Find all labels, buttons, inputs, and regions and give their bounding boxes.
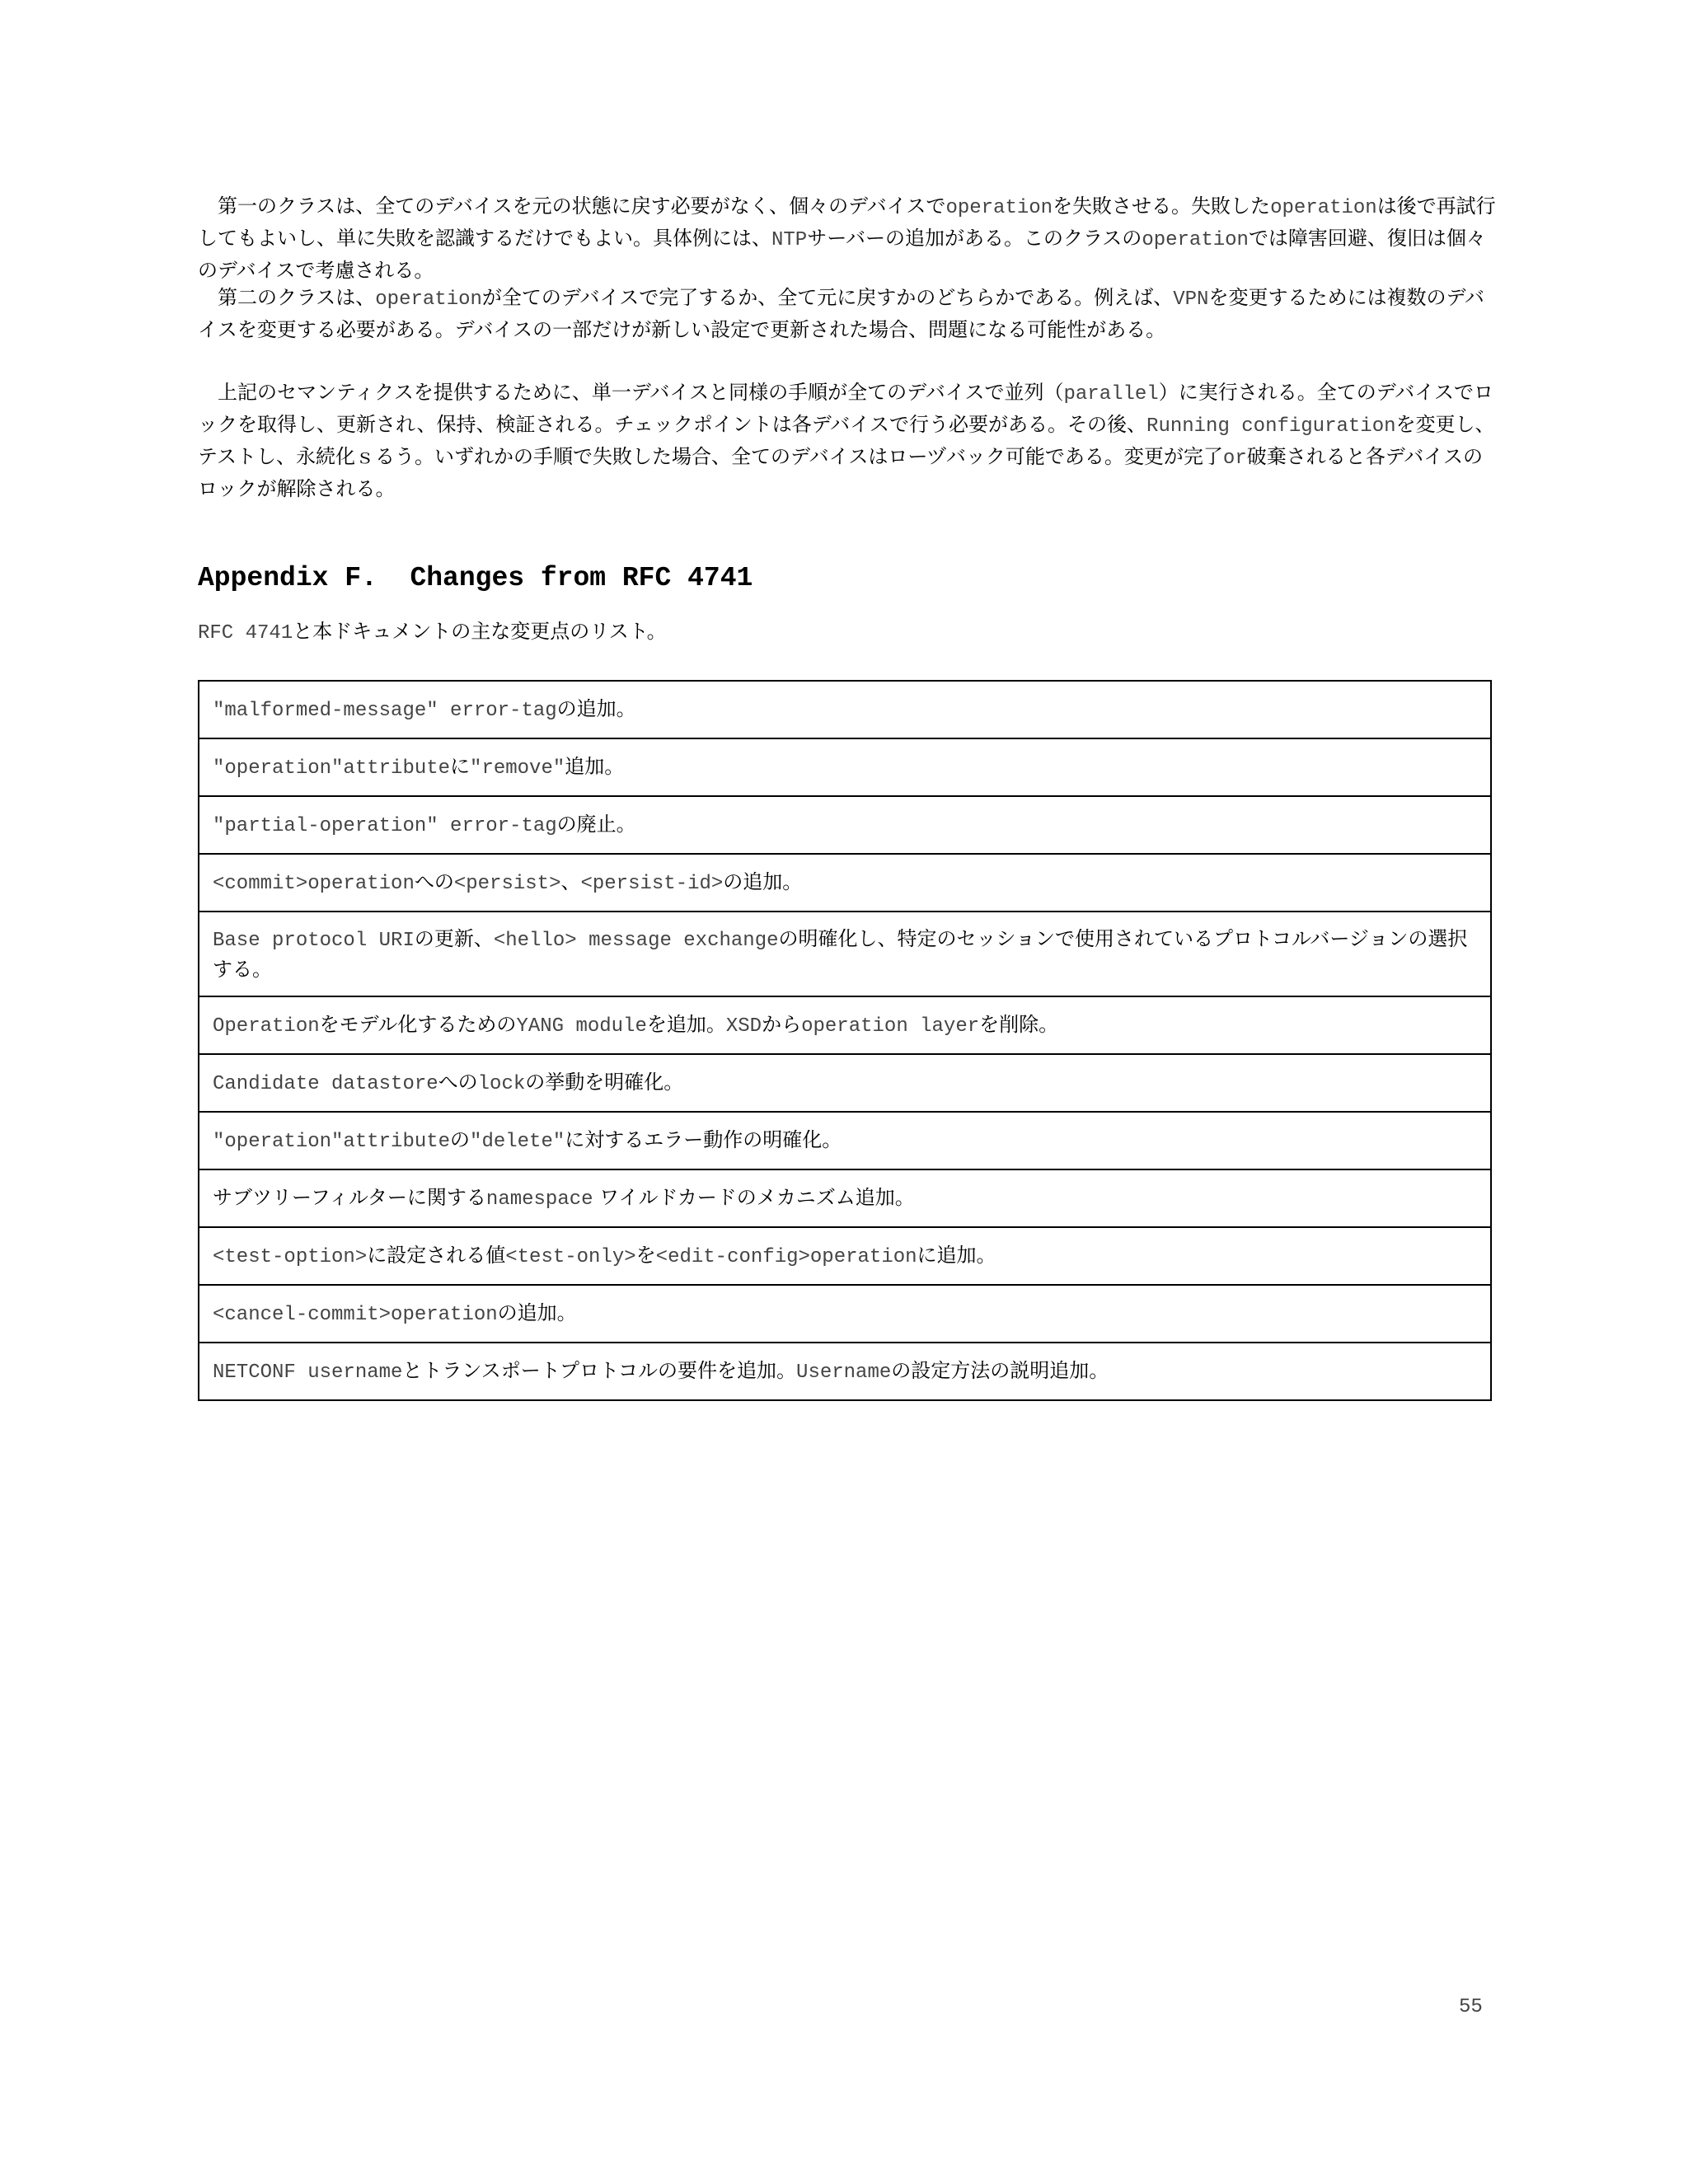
table-row xyxy=(199,738,1491,796)
table-row xyxy=(199,854,1491,912)
table-row xyxy=(199,996,1491,1054)
change-item: "operation"attributeに"remove"追加。 xyxy=(199,738,1491,796)
table-row xyxy=(199,1169,1491,1227)
change-item: Base protocol URIの更新、<hello> message exchangeの明確化し、特定のセッションで使用されているプロトコルバージョンの選択する。 xyxy=(199,912,1491,996)
change-item: "operation"attributeの"delete"に対するエラー動作の明確化。 xyxy=(199,1112,1491,1169)
table-row xyxy=(199,681,1491,738)
changes-table xyxy=(198,680,1492,1401)
change-item: "malformed-message" error-tagの追加。 xyxy=(199,681,1491,738)
page-number: 55 xyxy=(1459,1996,1483,2018)
appendix-heading: Appendix F. Changes from RFC 4741 xyxy=(198,563,753,593)
paragraph-first-class: 第一のクラスは、全てのデバイスを元の状態に戻す必要がなく、個々のデバイスでoperationを失敗させる。失敗したoperationは後で再試行してもよいし、単に失敗を認識するだけでもよい。具体例には、NTPサーバーの追加がある。このクラスのoperationでは障害回避、復旧は個々のデバイスで考慮される。 xyxy=(198,194,1496,282)
change-item: <test-option>に設定される値<test-only>を<edit-config>operationに追加。 xyxy=(199,1227,1491,1285)
change-item: Candidate datastoreへのlockの挙動を明確化。 xyxy=(199,1054,1491,1112)
paragraph-second-class: 第二のクラスは、operationが全てのデバイスで完了するか、全て元に戻すかのどちらかである。例えば、VPNを変更するためには複数のデバイスを変更する必要がある。デバイスの一部だけが新しい設定で更新された場合、問題になる可能性がある。 xyxy=(198,286,1485,341)
table-row xyxy=(199,796,1491,854)
change-item: サブツリーフィルターに関するnamespace ワイルドカードのメカニズム追加。 xyxy=(199,1169,1491,1227)
change-item: Operationをモデル化するためのYANG moduleを追加。XSDからoperation layerを削除。 xyxy=(199,996,1491,1054)
table-row xyxy=(199,1285,1491,1343)
table-row xyxy=(199,1054,1491,1112)
paragraph-semantics: 上記のセマンティクスを提供するために、単一デバイスと同様の手順が全てのデバイスで並列（parallel）に実行される。全てのデバイスでロックを取得し、更新され、保持、検証される。チェックポイントは各デバイスで行う必要がある。その後、Running configurationを変更し、テストし、永続化ｓるう。いずれかの手順で失敗した場合、全てのデバイスはローヅバック可能である。変更が完了or破棄されると各デバイスのロックが解除される。 xyxy=(198,381,1495,500)
table-row xyxy=(199,1112,1491,1169)
change-item: "partial-operation" error-tagの廃止。 xyxy=(199,796,1491,854)
table-row xyxy=(199,912,1491,996)
table-row xyxy=(199,1227,1491,1285)
appendix-intro: RFC 4741と本ドキュメントの主な変更点のリスト。 xyxy=(198,620,667,644)
change-item: <cancel-commit>operationの追加。 xyxy=(199,1285,1491,1343)
change-item: NETCONF usernameとトランスポートプロトコルの要件を追加。Usernameの設定方法の説明追加。 xyxy=(199,1343,1491,1400)
table-row xyxy=(199,1343,1491,1400)
change-item: <commit>operationへの<persist>、<persist-id>の追加。 xyxy=(199,854,1491,912)
